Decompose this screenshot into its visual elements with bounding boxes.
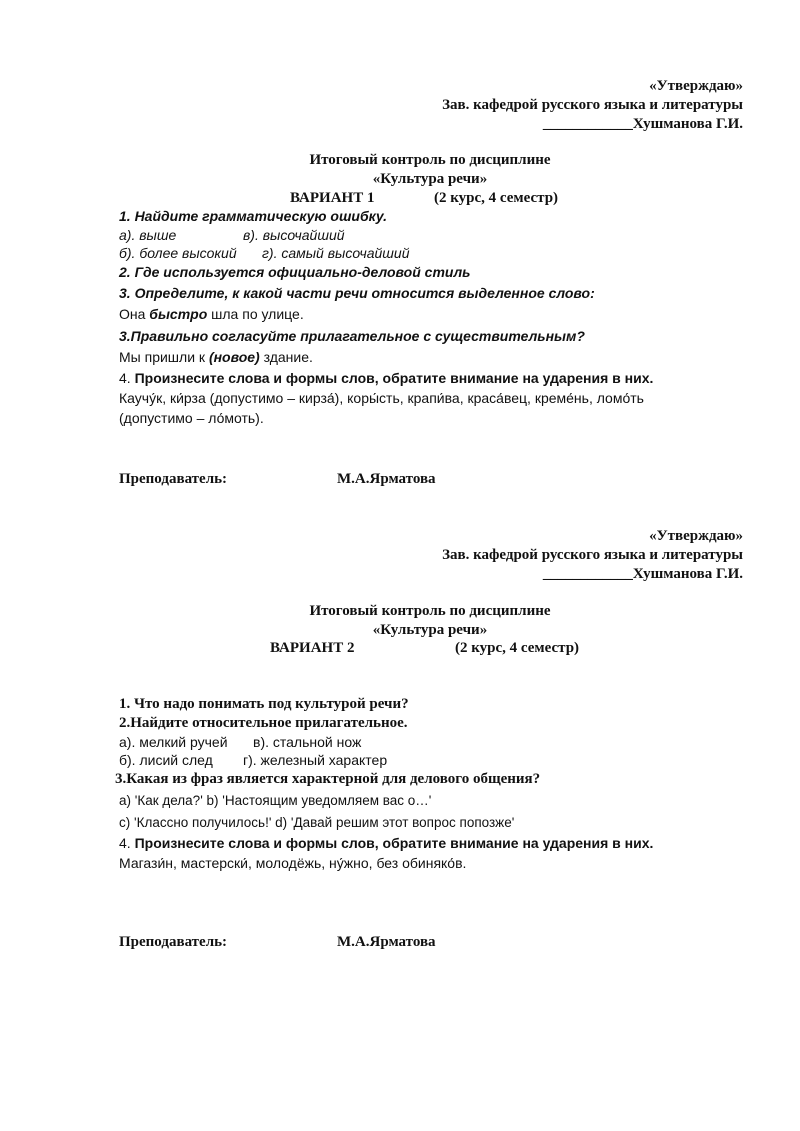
stress-words-line-1: Каучу́к, ки́рза (допустимо – кирза́), коры́сть, крапи́ва, краса́вец, креме́нь, ломо́ть	[119, 390, 644, 406]
teacher-name: М.А.Ярматова	[337, 471, 436, 487]
teacher-label: Преподаватель:	[119, 934, 228, 950]
question-4-text: Произнесите слова и формы слов, обратите внимание на ударения в них.	[134, 370, 654, 386]
answer-option-v: в). стальной нож	[253, 734, 362, 750]
question-4-text: Произнесите слова и формы слов, обратите внимание на ударения в них.	[134, 835, 654, 851]
department-head-title: Зав. кафедрой русского языка и литературы	[442, 97, 743, 113]
variant-label: ВАРИАНТ 1	[290, 190, 375, 206]
question-1: 1. Найдите грамматическую ошибку.	[119, 208, 388, 224]
highlighted-word: быстро	[149, 306, 208, 322]
sentence-start: Она	[119, 306, 150, 322]
adjective-word: (новое)	[208, 349, 260, 365]
answer-option-b: б). лисий след	[119, 752, 213, 768]
phrase-options-line-2: c) 'Классно получилось!' d) 'Давай решим этот вопрос попозже'	[119, 815, 515, 830]
question-3b-sentence	[119, 349, 313, 365]
question-3: 3. Определите, к какой части речи относится выделенное слово:	[119, 285, 595, 301]
exam-title: Итоговый контроль по дисциплине	[309, 603, 551, 619]
question-4	[119, 835, 653, 851]
question-3b: 3.Правильно согласуйте прилагательное с существительным?	[119, 328, 585, 344]
signature-line: ____________Хушманова Г.И.	[542, 566, 743, 582]
variant-label: ВАРИАНТ 2	[270, 640, 355, 656]
answer-option-a: а). выше	[119, 227, 177, 243]
question-4-number: 4.	[119, 370, 135, 386]
answer-option-g: г). железный характер	[243, 752, 388, 768]
question-2: 2.Найдите относительное прилагательное.	[119, 715, 408, 731]
course-semester: (2 курс, 4 семестр)	[455, 640, 580, 656]
question-4	[119, 370, 653, 386]
question-3-sentence	[119, 306, 304, 322]
question-2: 2. Где используется официально-деловой стиль	[119, 264, 471, 280]
approve-heading: «Утверждаю»	[649, 528, 743, 544]
question-1: 1. Что надо понимать под культурой речи?	[119, 696, 409, 712]
question-3: 3.Какая из фраз является характерной для делового общения?	[115, 771, 541, 787]
discipline-name: «Культура речи»	[372, 622, 488, 638]
phrase-options-line-1: a) 'Как дела?' b) 'Настоящим уведомляем вас о…'	[119, 793, 432, 808]
question-4-number: 4.	[119, 835, 135, 851]
department-head-title: Зав. кафедрой русского языка и литературы	[442, 547, 743, 563]
stress-words-line-2: (допустимо – ло́моть).	[119, 410, 264, 426]
teacher-label: Преподаватель:	[119, 471, 228, 487]
answer-option-b: б). более высокий	[119, 245, 237, 261]
answer-option-v: в). высочайший	[243, 227, 345, 243]
discipline-name: «Культура речи»	[372, 171, 488, 187]
stress-words-line-1: Магази́н, мастерски́, молодёжь, ну́жно, без обиняко́в.	[119, 855, 467, 871]
sentence-end: здание.	[259, 349, 313, 365]
answer-option-a: а). мелкий ручей	[119, 734, 228, 750]
exam-title: Итоговый контроль по дисциплине	[309, 152, 551, 168]
sentence-end: шла по улице.	[207, 306, 304, 322]
teacher-name: М.А.Ярматова	[337, 934, 436, 950]
approve-heading: «Утверждаю»	[649, 78, 743, 94]
answer-option-g: г). самый высочайший	[262, 245, 410, 261]
course-semester: (2 курс, 4 семестр)	[434, 190, 559, 206]
signature-line: ____________Хушманова Г.И.	[542, 116, 743, 132]
sentence-start: Мы пришли к	[119, 349, 209, 365]
